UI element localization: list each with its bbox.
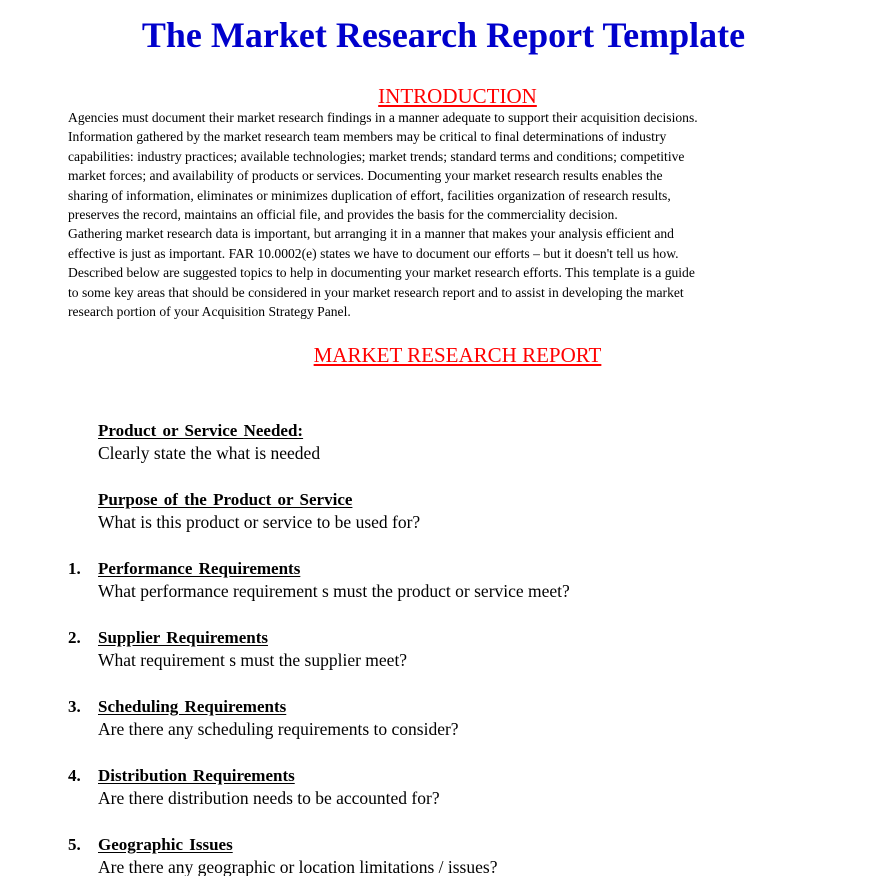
intro-line: preserves the record, maintains an official file, and provides the basis for the commerciality decision. xyxy=(68,207,618,223)
item-number: 4. xyxy=(68,766,81,785)
item-description: What performance requirement s must the product or service meet? xyxy=(98,581,570,601)
item-number: 5. xyxy=(68,835,81,854)
item-description: What is this product or service to be used for? xyxy=(98,512,421,532)
intro-line: Agencies must document their market research findings in a manner adequate to support their acquisition decisions. xyxy=(68,110,698,125)
report-item-geographic xyxy=(68,833,858,876)
item-description: Are there any geographic or location limitations / issues? xyxy=(98,857,498,876)
item-number: 1. xyxy=(68,559,81,578)
intro-line: effective is just as important. FAR 10.0002(e) states we have to document our efforts – but it doesn't tell us how. xyxy=(68,245,679,261)
intro-line: sharing of information, eliminates or minimizes duplication of effort, facilities organization of research results, xyxy=(68,187,671,203)
introduction-heading: INTRODUCTION xyxy=(378,84,537,108)
document-title: The Market Research Report Template xyxy=(141,15,746,55)
item-title: Scheduling Requirements xyxy=(98,697,287,716)
intro-line: Information gathered by the market research team members may be critical to final determinations of industry xyxy=(68,129,667,145)
item-number: 2. xyxy=(68,628,81,647)
item-number: 3. xyxy=(68,697,81,716)
item-title: Product or Service Needed: xyxy=(98,421,304,440)
item-description: What requirement s must the supplier meet? xyxy=(98,650,408,670)
report-item-supplier xyxy=(68,626,858,672)
intro-line: research portion of your Acquisition Strategy Panel. xyxy=(68,304,351,320)
item-title: Distribution Requirements xyxy=(98,766,295,785)
item-title: Geographic Issues xyxy=(98,835,233,854)
introduction-body xyxy=(68,108,858,321)
item-title: Purpose of the Product or Service xyxy=(98,490,353,509)
report-item-distribution xyxy=(68,764,858,810)
report-item-product-needed xyxy=(68,419,858,465)
intro-line: capabilities: industry practices; available technologies; market trends; standard terms and conditions; competitive xyxy=(68,148,685,164)
item-title: Supplier Requirements xyxy=(98,628,268,647)
intro-line: Gathering market research data is important, but arranging it in a manner that makes your analysis efficient and xyxy=(68,226,674,242)
intro-line: Described below are suggested topics to help in documenting your market research efforts. This template is a guide xyxy=(68,265,695,281)
intro-line: to some key areas that should be considered in your market research report and to assist in developing the market xyxy=(68,284,684,300)
intro-line: market forces; and availability of products or services. Documenting your market research results enables the xyxy=(68,168,663,184)
report-item-scheduling xyxy=(68,695,858,741)
report-item-performance xyxy=(68,557,858,603)
item-description: Clearly state the what is needed xyxy=(98,443,321,463)
item-title: Performance Requirements xyxy=(98,559,301,578)
item-description: Are there any scheduling requirements to consider? xyxy=(98,719,459,739)
report-item-purpose xyxy=(68,488,858,534)
item-description: Are there distribution needs to be accounted for? xyxy=(98,788,440,808)
report-heading: MARKET RESEARCH REPORT xyxy=(313,343,602,367)
